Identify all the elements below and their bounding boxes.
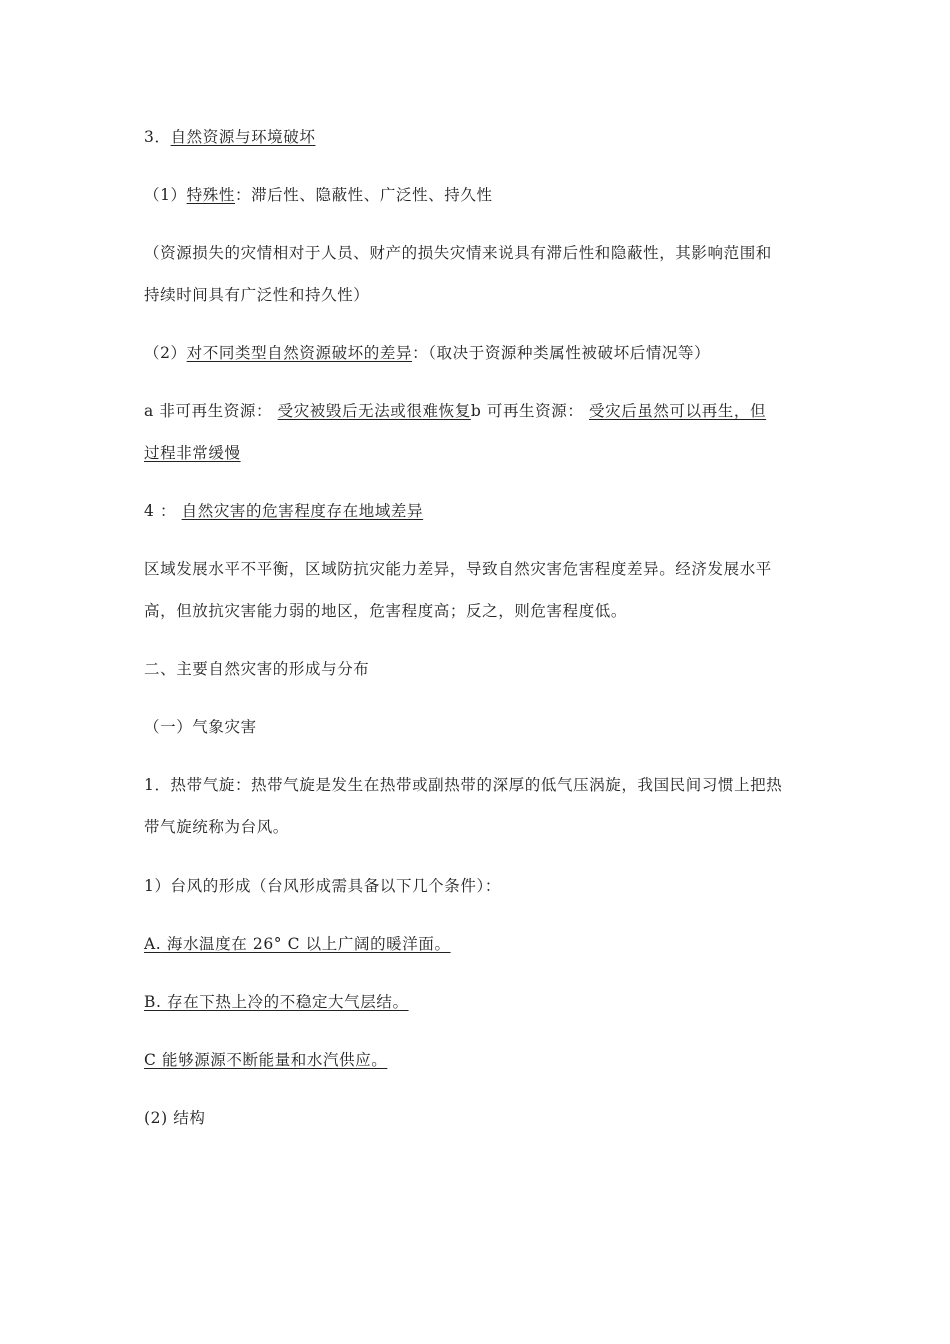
typhoon-line-1: 1．热带气旋：热带气旋是发生在热带或副热带的深厚的低气压涡旋，我国民间习惯上把热 (144, 776, 783, 794)
point-2 (144, 343, 710, 363)
resource-types-line-1 (144, 401, 766, 421)
condition-label: C (144, 1051, 157, 1069)
condition-a (144, 934, 451, 954)
nonrenewable-text: 受灾被毁后无法或很难恢复 (277, 402, 471, 420)
nonrenewable-label: a 非可再生资源： (144, 402, 273, 420)
condition-text: 海水温度在 26° C 以上广阔的暖洋面。 (161, 935, 451, 953)
section-3-heading (144, 127, 315, 147)
point-prefix: （1） (144, 186, 187, 204)
condition-text: 存在下热上冷的不稳定大气层结。 (161, 993, 409, 1011)
note-line-1: （资源损失的灾情相对于人员、财产的损失灾情来说具有滞后性和隐蔽性，其影响范围和 (144, 244, 772, 262)
condition-label: B. (144, 993, 162, 1011)
condition-text: 能够源源不断能量和水汽供应。 (156, 1051, 388, 1069)
subsection-heading: （一）气象灾害 (144, 718, 257, 736)
renewable-text: 受灾后虽然可以再生，但 (589, 402, 767, 420)
paragraph-line-1: 区域发展水平不平衡，区域防抗灾能力差异，导致自然灾害危害程度差异。经济发展水平 (144, 560, 772, 578)
section-4-heading (144, 501, 423, 521)
condition-c (144, 1050, 387, 1070)
paragraph-line-2: 高，但放抗灾害能力弱的地区，危害程度高；反之，则危害程度低。 (144, 602, 628, 620)
section-number: 4 ： (144, 502, 177, 520)
note-line-2: 持续时间具有广泛性和持久性） (144, 286, 370, 304)
point-1 (144, 185, 493, 205)
section-title: 自然灾害的危害程度存在地域差异 (181, 502, 424, 520)
condition-b (144, 992, 409, 1012)
renewable-text-cont: 过程非常缓慢 (144, 444, 241, 462)
typhoon-line-2: 带气旋统称为台风。 (144, 818, 289, 836)
section-number: 3． (144, 128, 171, 146)
resource-types-line-2 (144, 443, 241, 463)
point-term: 特殊性 (186, 186, 235, 204)
point-prefix: （2） (144, 344, 187, 362)
renewable-label: b 可再生资源： (470, 402, 584, 420)
formation-heading: 1）台风的形成（台风形成需具备以下几个条件）： (144, 877, 501, 895)
point-text: ：（取决于资源种类属性被破坏后情况等） (412, 344, 711, 362)
condition-label: A. (144, 935, 162, 953)
point-term: 对不同类型自然资源破坏的差异 (186, 344, 413, 362)
section-title: 自然资源与环境破坏 (170, 128, 316, 146)
point-text: ：滞后性、隐蔽性、广泛性、持久性 (234, 186, 493, 204)
structure-heading: (2) 结构 (144, 1109, 206, 1127)
chapter-heading: 二、主要自然灾害的形成与分布 (144, 660, 370, 678)
